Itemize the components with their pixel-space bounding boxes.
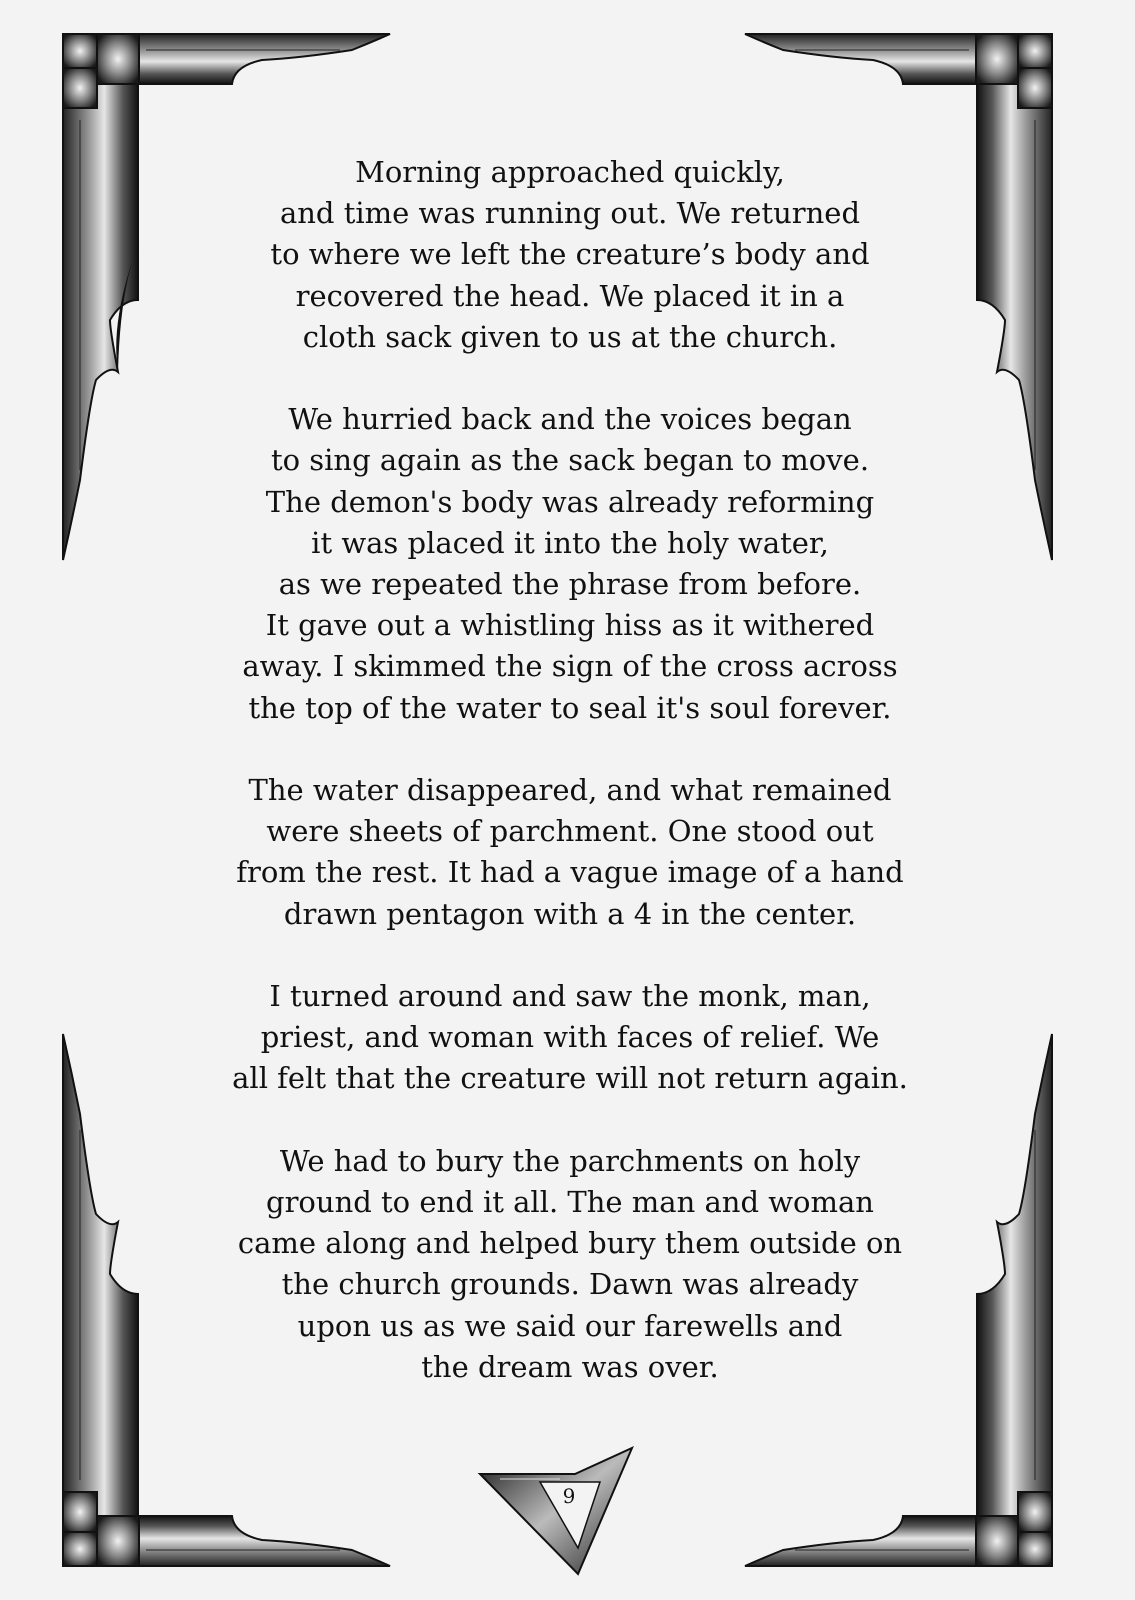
story-line: drawn pentagon with a 4 in the center. — [283, 896, 857, 931]
story-line: recovered the head. We placed it in a — [295, 278, 845, 313]
story-text — [200, 152, 940, 1429]
story-line: The demon's body was already reforming — [265, 484, 875, 519]
story-paragraph — [200, 770, 940, 935]
story-line: to where we left the creature’s body and — [270, 237, 870, 272]
story-paragraph — [200, 152, 940, 358]
story-line: cloth sack given to us at the church. — [302, 319, 838, 354]
story-line: and time was running out. We returned — [279, 196, 861, 231]
story-line: the top of the water to seal it's soul forever. — [248, 690, 892, 725]
story-line: It gave out a whistling hiss as it withered — [265, 608, 875, 643]
story-line: came along and helped bury them outside on — [237, 1226, 903, 1261]
story-line: upon us as we said our farewells and — [297, 1308, 843, 1343]
story-line: it was placed it into the holy water, — [311, 525, 829, 560]
story-line: the dream was over. — [421, 1349, 719, 1384]
story-paragraph — [200, 976, 940, 1100]
story-line: The water disappeared, and what remained — [248, 773, 892, 808]
story-line: to sing again as the sack began to move. — [270, 443, 870, 478]
story-paragraph — [200, 399, 940, 729]
story-line: away. I skimmed the sign of the cross across — [242, 649, 898, 684]
story-line: ground to end it all. The man and woman — [266, 1185, 874, 1220]
story-line: were sheets of parchment. One stood out — [266, 814, 874, 849]
story-line: I turned around and saw the monk, man, — [269, 979, 871, 1014]
story-line: We had to bury the parchments on holy — [279, 1143, 861, 1178]
story-line: Morning approached quickly, — [355, 155, 785, 189]
story-line: We hurried back and the voices began — [288, 402, 852, 437]
story-line: all felt that the creature will not return again. — [232, 1061, 908, 1096]
story-line: priest, and woman with faces of relief. We — [260, 1020, 880, 1055]
story-line: from the rest. It had a vague image of a hand — [236, 855, 904, 890]
page-number: 9 — [562, 1484, 576, 1508]
chapter-emblem — [480, 1448, 632, 1574]
story-paragraph — [200, 1141, 940, 1388]
story-line: the church grounds. Dawn was already — [281, 1267, 859, 1302]
story-line: as we repeated the phrase from before. — [278, 567, 862, 602]
